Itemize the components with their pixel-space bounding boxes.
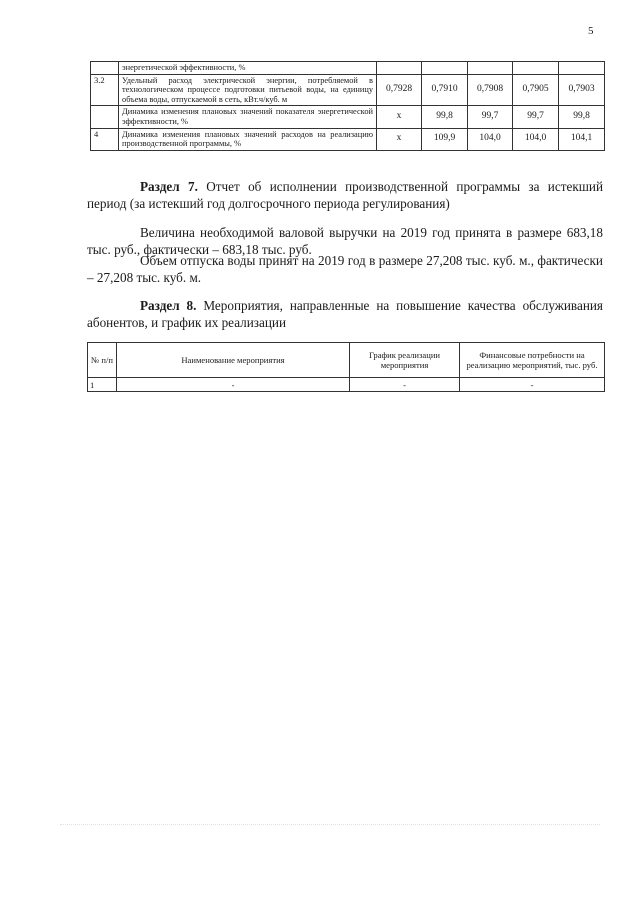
value-cell [377, 62, 422, 75]
value-cell: 109,9 [422, 128, 468, 150]
table-row [91, 62, 605, 75]
value-cell: 0,7908 [468, 74, 513, 106]
table-cell: - [117, 378, 350, 392]
col-header-schedule: График реализации мероприятия [350, 343, 460, 378]
section-7-title: Отчет об исполнении производственной программы за истекший период (за истекший год долгосрочного периода регулирования) [87, 179, 604, 211]
table-row [91, 128, 605, 150]
col-header-event-name: Наименование мероприятия [117, 343, 350, 378]
section-7-heading [87, 178, 603, 212]
row-index [91, 62, 119, 75]
water-volume-paragraph: Объем отпуска воды принят на 2019 год в размере 27,208 тыс. куб. м., фактически – 27,208 тыс. куб. м. [87, 253, 603, 285]
gross-revenue-paragraph: Величина необходимой валовой выручки на 2019 год принята в размере 683,18 тыс. руб., фактически – 683,18 тыс. руб. [87, 225, 603, 257]
table-row [91, 106, 605, 128]
row-index: 4 [91, 128, 119, 150]
indicator-description: Динамика изменения плановых значений показателя энергетической эффективности, % [119, 106, 377, 128]
scan-artifact-line [60, 824, 600, 825]
value-cell [468, 62, 513, 75]
value-cell: 0,7910 [422, 74, 468, 106]
value-cell: 0,7928 [377, 74, 422, 106]
value-cell: 99,8 [559, 106, 605, 128]
section-8-heading [87, 297, 603, 331]
value-cell: 0,7903 [559, 74, 605, 106]
value-cell: 0,7905 [513, 74, 559, 106]
indicator-description: Удельный расход электрической энергии, потребляемой в технологическом процессе подготовки питьевой воды, на единицу объема воды, отпускаемой в сеть, кВт.ч/куб. м [119, 74, 377, 106]
value-cell: 99,7 [513, 106, 559, 128]
section-8-title: Мероприятия, направленные на повышение качества обслуживания абонентов, и график их реализации [87, 298, 603, 330]
indicator-description: Динамика изменения плановых значений расходов на реализацию производственной программы, % [119, 128, 377, 150]
table-row [88, 378, 605, 392]
value-cell [422, 62, 468, 75]
value-cell: 104,0 [513, 128, 559, 150]
value-cell: 104,0 [468, 128, 513, 150]
events-table [87, 342, 605, 392]
section-7-label: Раздел 7. [140, 179, 198, 194]
value-cell: 99,7 [468, 106, 513, 128]
table-cell: - [350, 378, 460, 392]
section-8-label: Раздел 8. [140, 298, 197, 313]
value-cell: 104,1 [559, 128, 605, 150]
row-index: 3.2 [91, 74, 119, 106]
table-cell: - [460, 378, 605, 392]
value-cell [513, 62, 559, 75]
value-cell: х [377, 106, 422, 128]
indicator-description: энергетической эффективности, % [119, 62, 377, 75]
table-row [91, 74, 605, 106]
row-index [91, 106, 119, 128]
value-cell [559, 62, 605, 75]
table-cell: 1 [88, 378, 117, 392]
page-number: 5 [588, 25, 594, 37]
indicators-table [90, 61, 605, 151]
col-header-number: № п/п [88, 343, 117, 378]
col-header-financing: Финансовые потребности на реализацию мероприятий, тыс. руб. [460, 343, 605, 378]
value-cell: 99,8 [422, 106, 468, 128]
value-cell: х [377, 128, 422, 150]
